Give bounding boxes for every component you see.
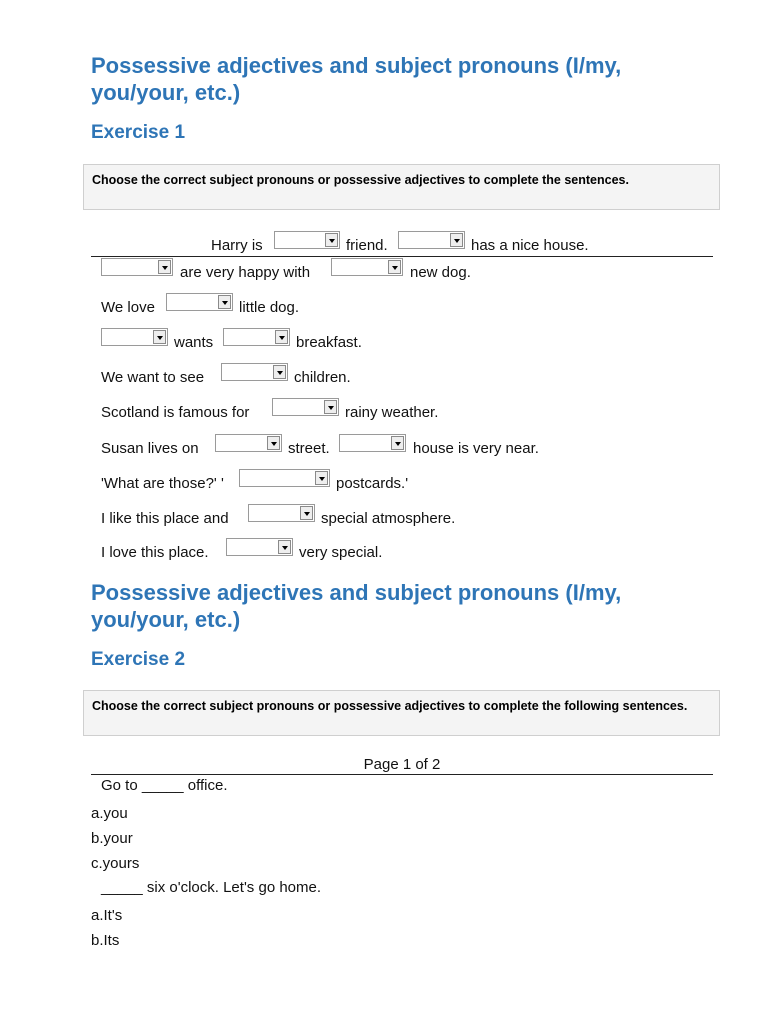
sentence-text: We love	[101, 299, 155, 316]
chevron-down-icon[interactable]	[158, 260, 171, 274]
answer-select[interactable]	[215, 434, 282, 452]
answer-select[interactable]	[339, 434, 406, 452]
chevron-down-icon[interactable]	[315, 471, 328, 485]
chevron-down-icon[interactable]	[267, 436, 280, 450]
sentence-text: rainy weather.	[345, 404, 439, 421]
question-text: _____ six o'clock. Let's go home.	[101, 879, 322, 896]
answer-select[interactable]	[248, 504, 315, 522]
instruction-box: Choose the correct subject pronouns or possessive adjectives to complete the sentences.	[83, 164, 720, 210]
answer-option[interactable]: b.your	[91, 830, 133, 847]
chevron-down-icon[interactable]	[278, 540, 291, 554]
section-title: Possessive adjectives and subject pronouns (I/my, you/your, etc.)	[91, 580, 622, 632]
sentence-text: house is very near.	[413, 440, 539, 457]
answer-select[interactable]	[221, 363, 288, 381]
chevron-down-icon[interactable]	[325, 233, 338, 247]
sentence-text: little dog.	[239, 299, 300, 316]
answer-option[interactable]: c.yours	[91, 855, 140, 872]
sentence-text: street.	[288, 440, 330, 457]
answer-select[interactable]	[166, 293, 233, 311]
chevron-down-icon[interactable]	[300, 506, 313, 520]
exercise-heading: Exercise 1	[91, 122, 186, 143]
exercise-heading: Exercise 2	[91, 649, 186, 670]
instruction-box: Choose the correct subject pronouns or possessive adjectives to complete the following sentences.	[83, 690, 720, 736]
chevron-down-icon[interactable]	[275, 330, 288, 344]
answer-select[interactable]	[272, 398, 339, 416]
chevron-down-icon[interactable]	[273, 365, 286, 379]
sentence-text: 'What are those?' '	[101, 475, 224, 492]
answer-select[interactable]	[239, 469, 330, 487]
sentence-text: I like this place and	[101, 510, 229, 527]
sentence-text: very special.	[299, 544, 383, 561]
sentence-text: We want to see	[101, 369, 205, 386]
sentence-text: Scotland is famous for	[101, 404, 250, 421]
sentence-text: has a nice house.	[471, 237, 589, 254]
sentence-text: postcards.'	[336, 475, 409, 492]
sentence-text: Harry is	[211, 237, 263, 254]
sentence-text: breakfast.	[296, 334, 362, 351]
sentence-text: friend.	[346, 237, 388, 254]
page-title: Possessive adjectives and subject pronouns (I/my, you/your, etc.)	[91, 53, 622, 105]
chevron-down-icon[interactable]	[388, 260, 401, 274]
sentence-text: wants	[174, 334, 214, 351]
answer-select[interactable]	[331, 258, 403, 276]
answer-select[interactable]	[101, 258, 173, 276]
chevron-down-icon[interactable]	[153, 330, 166, 344]
sentence-text: are very happy with	[180, 264, 311, 281]
answer-select[interactable]	[398, 231, 465, 249]
sentence-text: children.	[294, 369, 351, 386]
answer-select[interactable]	[274, 231, 340, 249]
answer-option[interactable]: a.you	[91, 805, 128, 822]
answer-select[interactable]	[226, 538, 293, 556]
answer-select[interactable]	[223, 328, 290, 346]
chevron-down-icon[interactable]	[450, 233, 463, 247]
answer-option[interactable]: b.Its	[91, 932, 120, 949]
sentence-text: new dog.	[410, 264, 471, 281]
divider	[91, 774, 713, 775]
chevron-down-icon[interactable]	[218, 295, 231, 309]
chevron-down-icon[interactable]	[324, 400, 337, 414]
chevron-down-icon[interactable]	[391, 436, 404, 450]
question-text: Go to _____ office.	[101, 777, 228, 794]
page-indicator: Page 1 of 2	[363, 756, 441, 773]
sentence-text: Susan lives on	[101, 440, 199, 457]
answer-select[interactable]	[101, 328, 168, 346]
divider	[91, 256, 713, 257]
sentence-text: special atmosphere.	[321, 510, 456, 527]
answer-option[interactable]: a.It's	[91, 907, 123, 924]
sentence-text: I love this place.	[101, 544, 209, 561]
